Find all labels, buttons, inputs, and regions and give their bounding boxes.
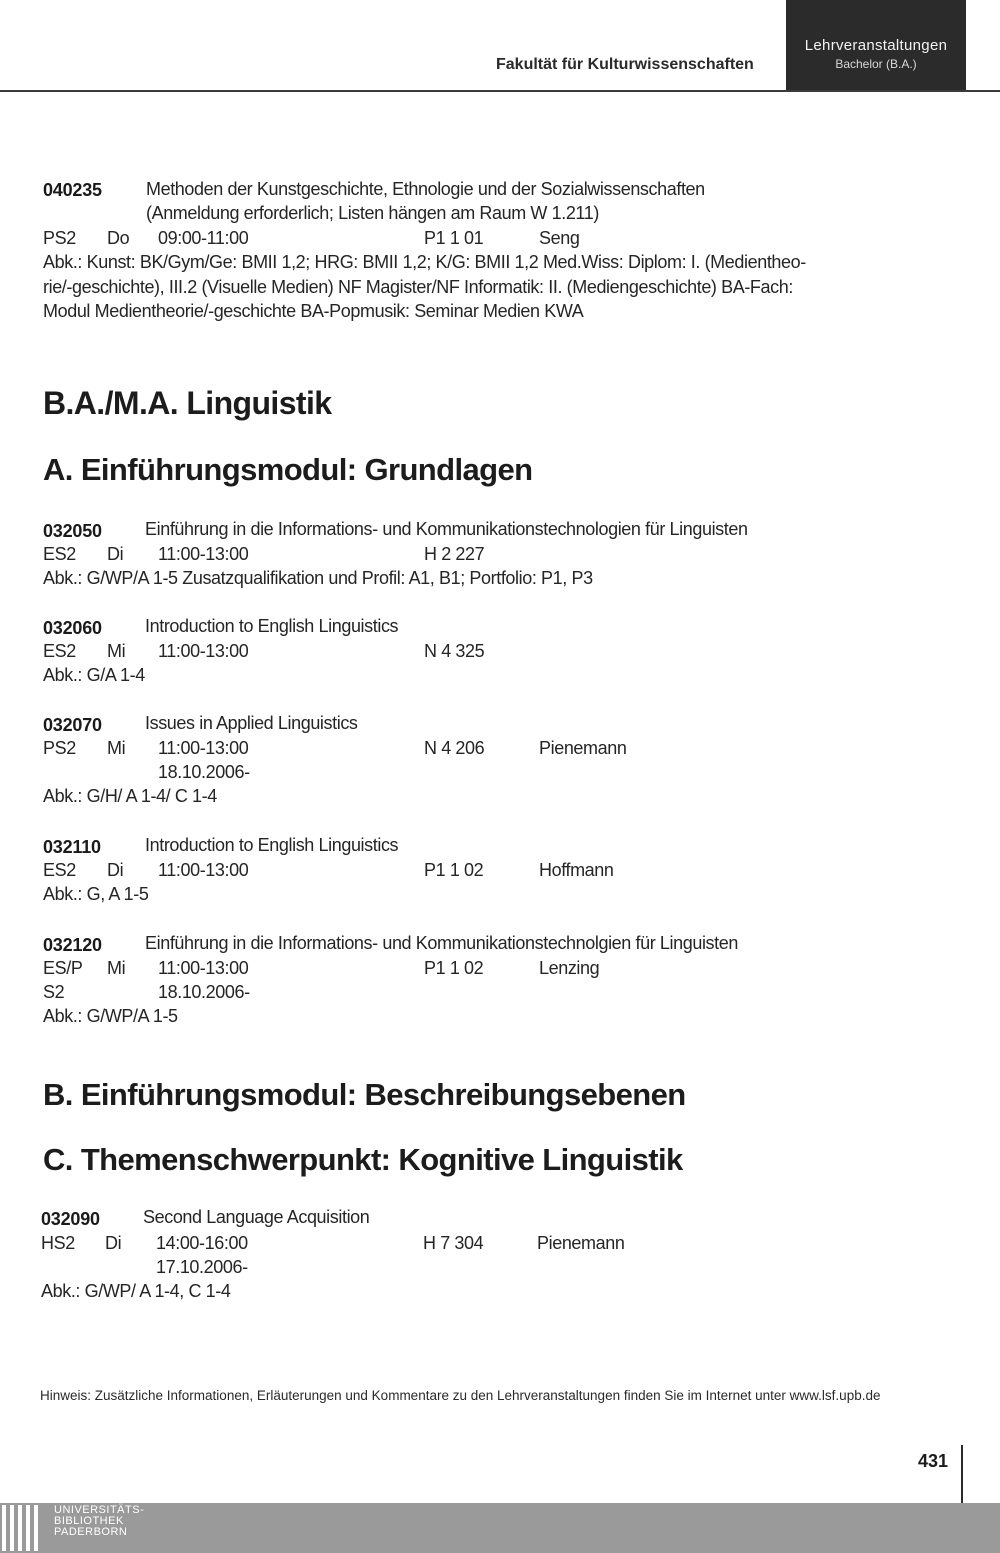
course-lecturer: Lenzing (539, 958, 600, 978)
page-number: 431 (918, 1451, 949, 1471)
course-title: Second Language Acquisition (143, 1207, 370, 1227)
course-number: 032050 (43, 521, 102, 541)
header-divider (0, 90, 1000, 92)
section-heading-c: C. Themenschwerpunkt: Kognitive Linguistik (43, 1142, 683, 1177)
course-room: P1 1 01 (424, 228, 484, 248)
course-room: P1 1 02 (424, 860, 484, 880)
page-number-divider (961, 1445, 963, 1503)
course-type: S2 (43, 982, 65, 1002)
badge-title: Lehrveranstaltungen (804, 37, 948, 54)
library-name-line: UNIVERSITÄTS- (54, 1504, 145, 1516)
course-number: 032070 (43, 715, 102, 735)
course-abk: Abk.: G, A 1-5 (43, 884, 149, 904)
section-heading-b: B. Einführungsmodul: Beschreibungsebenen (43, 1077, 686, 1112)
course-start-date: 17.10.2006- (156, 1257, 248, 1277)
course-note: (Anmeldung erforderlich; Listen hängen am Raum W 1.211) (146, 203, 599, 223)
course-day: Mi (107, 738, 126, 758)
course-type: ES2 (43, 860, 76, 880)
course-number: 032090 (41, 1209, 100, 1229)
course-type: HS2 (41, 1233, 75, 1253)
course-time: 11:00-13:00 (158, 641, 249, 661)
course-day: Do (107, 228, 130, 248)
course-room: H 2 227 (424, 544, 485, 564)
library-name-line: BIBLIOTHEK (54, 1515, 124, 1527)
course-room: N 4 206 (424, 738, 485, 758)
course-type: ES2 (43, 641, 76, 661)
library-logo-icon (2, 1505, 44, 1551)
section-heading-main: B.A./M.A. Linguistik (43, 385, 332, 421)
library-footer (0, 1503, 1000, 1553)
course-title: Issues in Applied Linguistics (145, 713, 358, 733)
course-time: 11:00-13:00 (158, 860, 249, 880)
section-heading-a: A. Einführungsmodul: Grundlagen (43, 452, 533, 487)
course-start-date: 18.10.2006- (158, 982, 250, 1002)
course-abk: Abk.: G/H/ A 1-4/ C 1-4 (43, 786, 217, 806)
course-number: 032060 (43, 618, 102, 638)
course-day: Di (107, 544, 124, 564)
course-title: Introduction to English Linguistics (145, 616, 399, 636)
course-time: 11:00-13:00 (158, 544, 249, 564)
course-number: 032120 (43, 935, 102, 955)
course-lecturer: Seng (539, 228, 580, 248)
course-type: PS2 (43, 738, 76, 758)
footer-hint: Hinweis: Zusätzliche Informationen, Erläuterungen und Kommentare zu den Lehrveranstaltungen finden Sie im Internet unter www.lsf.upb.de (40, 1388, 881, 1403)
course-title: Introduction to English Linguistics (145, 835, 399, 855)
course-time: 11:00-13:00 (158, 958, 249, 978)
course-abk: Abk.: G/A 1-4 (43, 665, 145, 685)
course-type: PS2 (43, 228, 76, 248)
course-time: 11:00-13:00 (158, 738, 249, 758)
course-abk: Abk.: G/WP/A 1-5 (43, 1006, 178, 1026)
course-type: ES/P (43, 958, 83, 978)
course-room: H 7 304 (423, 1233, 484, 1253)
course-title: Einführung in die Informations- und Kommunikationstechnolgien für Linguisten (145, 933, 738, 953)
course-day: Mi (107, 958, 126, 978)
course-time: 14:00-16:00 (156, 1233, 248, 1253)
course-abk: Abk.: G/WP/A 1-5 Zusatzqualifikation und Profil: A1, B1; Portfolio: P1, P3 (43, 568, 593, 588)
course-type: ES2 (43, 544, 76, 564)
course-time: 09:00-11:00 (158, 228, 249, 248)
badge-subtitle: Bachelor (B.A.) (835, 57, 917, 71)
course-title: Einführung in die Informations- und Kommunikationstechnologien für Linguisten (145, 519, 748, 539)
course-start-date: 18.10.2006- (158, 762, 250, 782)
course-lecturer: Hoffmann (539, 860, 614, 880)
course-abk: rie/-geschichte), III.2 (Visuelle Medien) NF Magister/NF Informatik: II. (Mediengeschichte) BA-Fach: (43, 277, 793, 297)
course-number: 040235 (43, 180, 102, 200)
course-room: N 4 325 (424, 641, 485, 661)
course-day: Mi (107, 641, 126, 661)
library-name (54, 1505, 144, 1538)
course-day: Di (105, 1233, 122, 1253)
course-title: Methoden der Kunstgeschichte, Ethnologie und der Sozialwissenschaften (146, 179, 705, 199)
course-lecturer: Pienemann (537, 1233, 625, 1253)
course-day: Di (107, 860, 124, 880)
faculty-name: Fakultät für Kulturwissenschaften (496, 56, 754, 73)
course-abk: Abk.: G/WP/ A 1-4, C 1-4 (41, 1281, 231, 1301)
course-number: 032110 (43, 837, 101, 857)
course-room: P1 1 02 (424, 958, 484, 978)
section-badge (786, 0, 966, 90)
course-lecturer: Pienemann (539, 738, 627, 758)
course-abk: Abk.: Kunst: BK/Gym/Ge: BMII 1,2; HRG: BMII 1,2; K/G: BMII 1,2 Med.Wiss: Diplom: I. (Medientheo- (43, 252, 806, 272)
library-name-line: PADERBORN (54, 1526, 128, 1538)
course-abk: Modul Medientheorie/-geschichte BA-Popmusik: Seminar Medien KWA (43, 301, 584, 321)
